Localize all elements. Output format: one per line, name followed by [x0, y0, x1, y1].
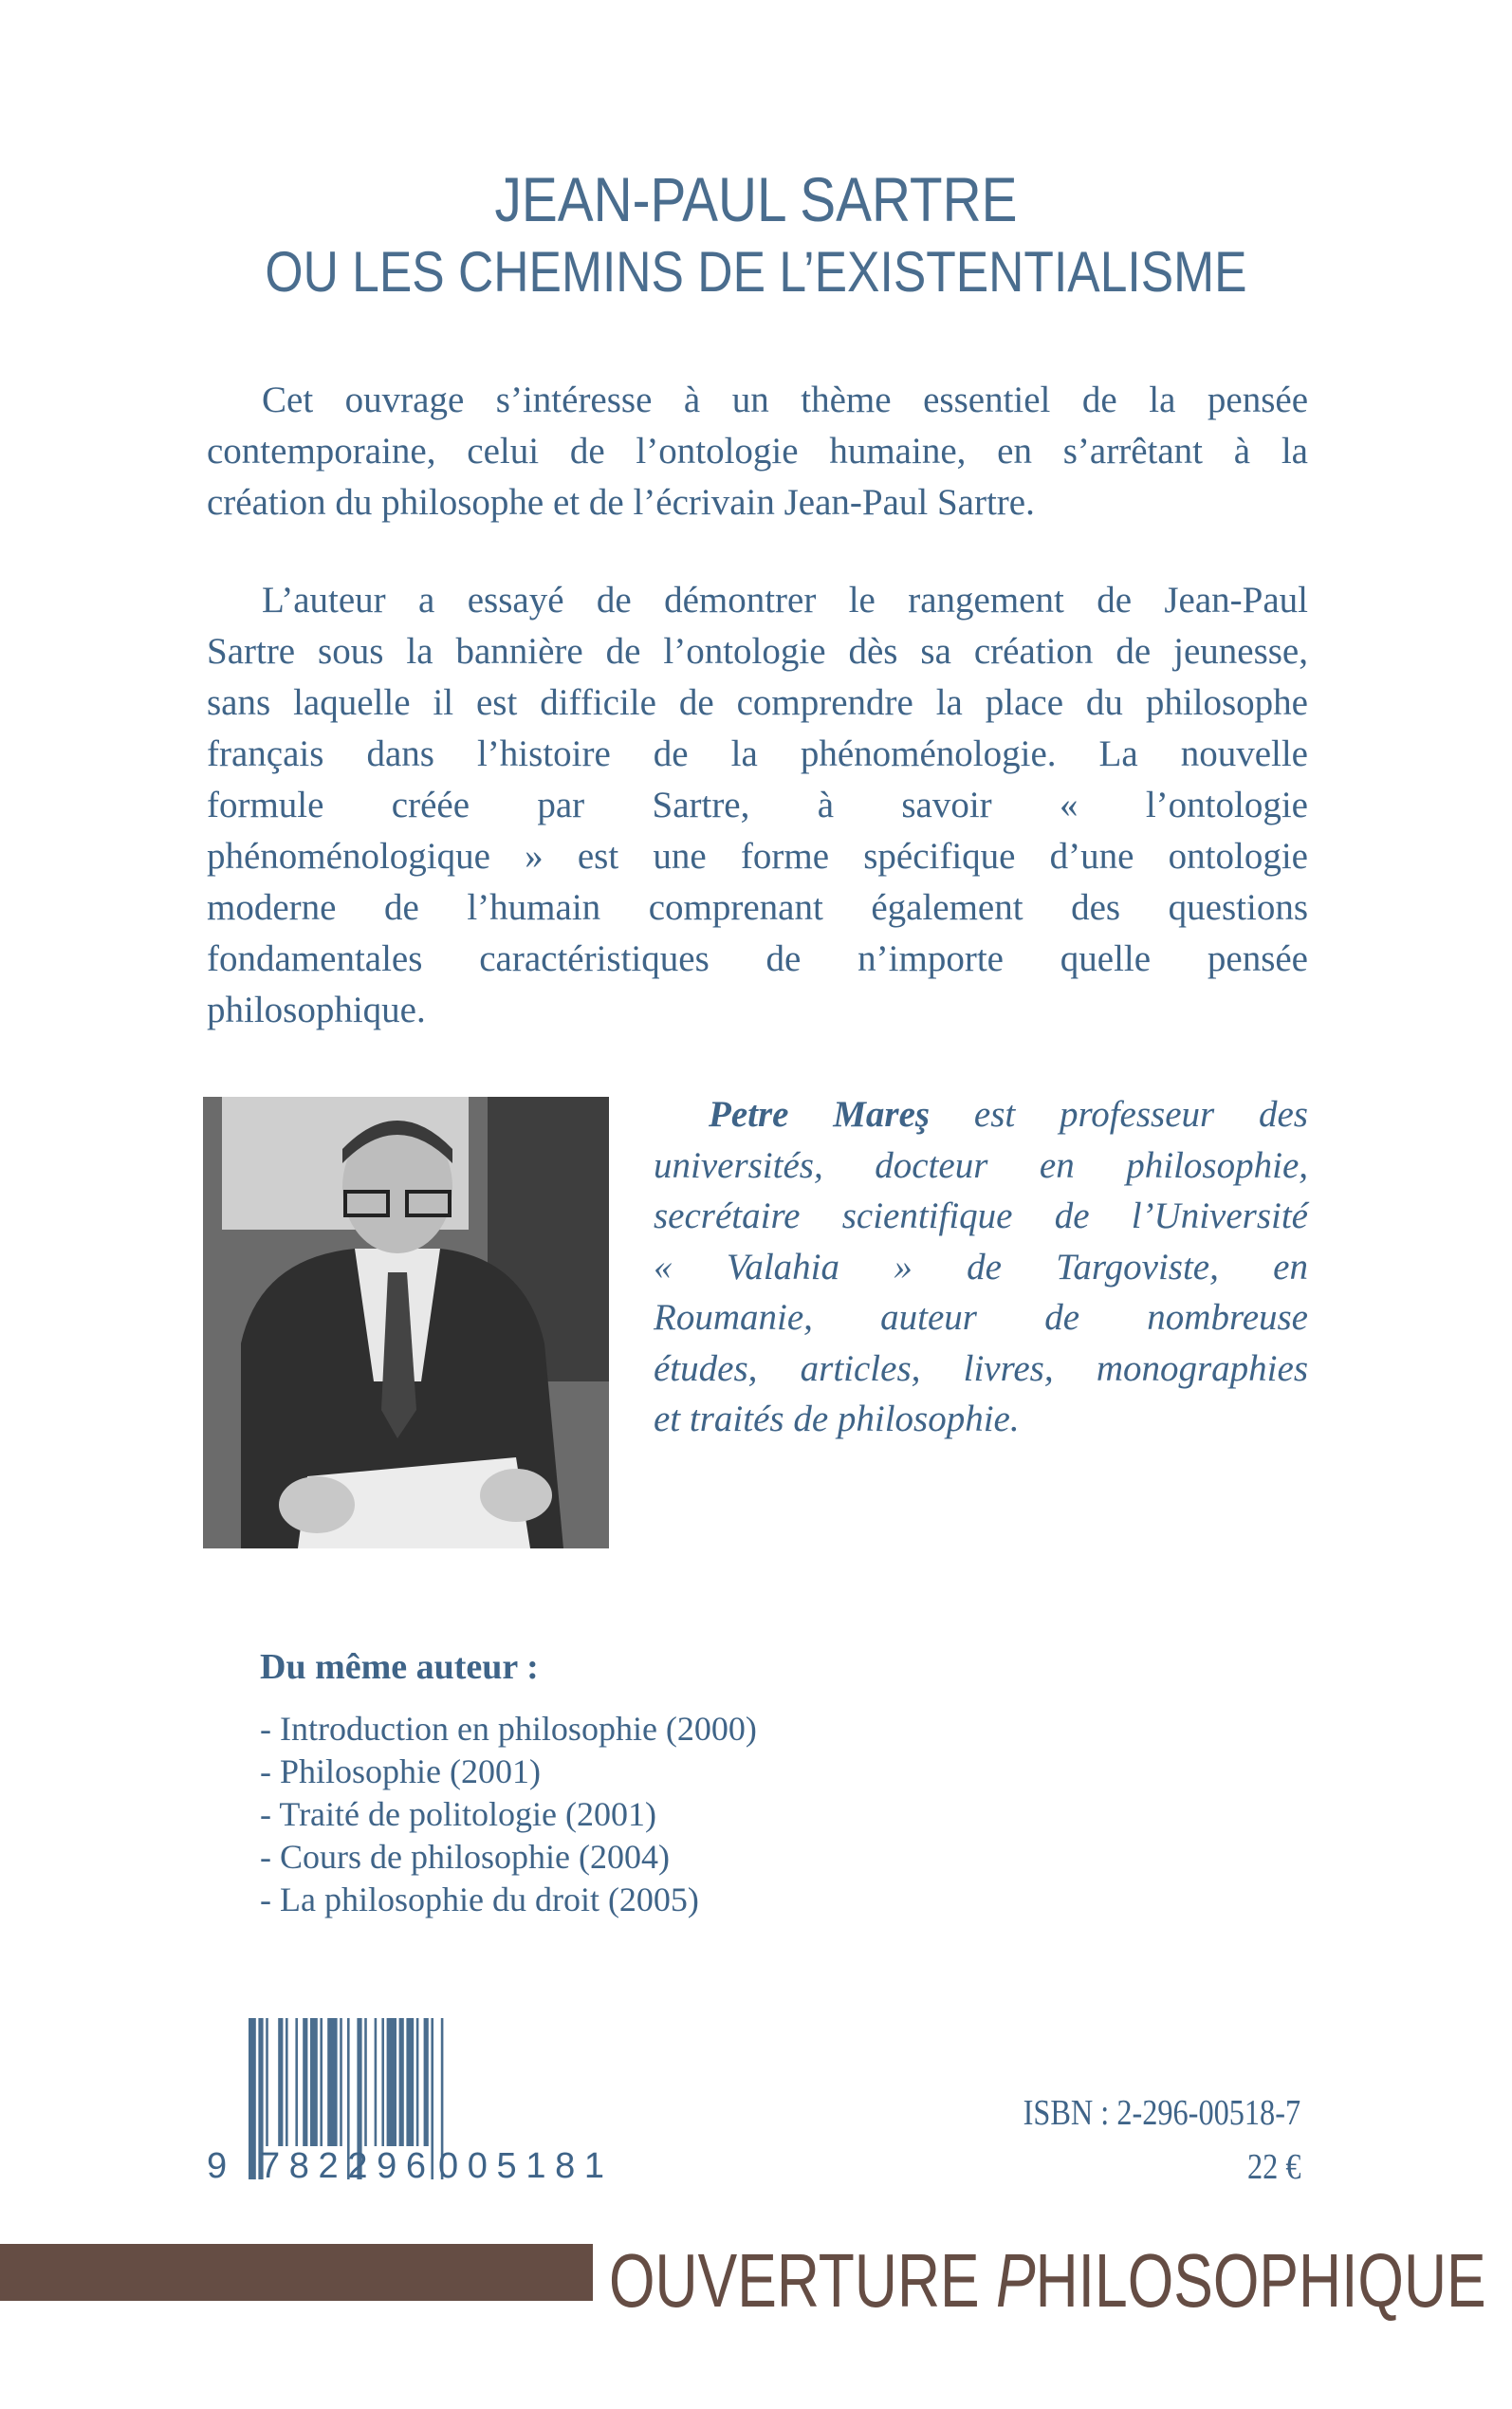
bio-text: universités, docteur en philosophie, [654, 1144, 1308, 1186]
series-name [609, 2237, 1486, 2325]
bio-text: études, articles, livres, monographies [654, 1347, 1308, 1389]
barcode-bar [295, 2018, 298, 2146]
text-line: sans laquelle il est difficile de comprendre la place du philosophe [207, 682, 1308, 723]
text-line: L’auteur a essayé de démontrer le rangement de Jean-Paul [262, 580, 1308, 621]
text-line: moderne de l’humain comprenant également des questions [207, 887, 1308, 928]
series-name-part1: OUVERTURE [609, 2238, 996, 2323]
book-list-item: - Introduction en philosophie (2000) [260, 1710, 757, 1748]
text-line: contemporaine, celui de l’ontologie humaine, en s’arrêtant à la [207, 431, 1308, 472]
bio-line [654, 1089, 1308, 1140]
barcode [207, 2018, 630, 2186]
bio-text: Roumanie, auteur de nombreuse [654, 1297, 1308, 1338]
bio-line [654, 1191, 1308, 1242]
barcode-bar [431, 2018, 433, 2179]
text-line: Sartre sous la bannière de l’ontologie dès sa création de jeunesse, [207, 631, 1308, 672]
series-bar [0, 2244, 593, 2301]
isbn: ISBN : 2-296-00518-7 [1023, 2093, 1300, 2133]
bio-text: est professeur des [930, 1094, 1308, 1135]
book-list [260, 1708, 757, 1921]
barcode-bar [399, 2018, 404, 2146]
text-line: phénoménologique » est une forme spécifique d’une ontologie [207, 836, 1308, 877]
bio-text: et traités de philosophie. [654, 1399, 1020, 1439]
author-name: Petre Mareş [709, 1094, 931, 1135]
bio-line [654, 1292, 1308, 1343]
barcode-bar [340, 2018, 342, 2146]
barcode-bar [327, 2018, 337, 2146]
text-line: formule créée par Sartre, à savoir « l’ontologie [207, 785, 1308, 825]
book-subtitle: OU LES CHEMINS DE L’EXISTENTIALISME [265, 240, 1247, 304]
book-list-item: - Cours de philosophie (2004) [260, 1838, 670, 1876]
bio-line [654, 1394, 1308, 1445]
barcode-bar [387, 2018, 396, 2146]
text-line: français dans l’histoire de la phénoménologie. La nouvelle [207, 733, 1308, 774]
barcode-bar [320, 2018, 323, 2146]
text-line: Cet ouvrage s’intéresse à un thème essentiel de la pensée [262, 380, 1308, 420]
barcode-bar [303, 2018, 307, 2146]
barcode-bar [249, 2018, 256, 2179]
bio-line [654, 1140, 1308, 1192]
text-line: création du philosophe et de l’écrivain Jean-Paul Sartre. [207, 482, 1035, 523]
barcode-bar [364, 2018, 367, 2146]
text-line: philosophique. [207, 990, 426, 1030]
price: 22 € [1246, 2147, 1300, 2187]
book-title: JEAN-PAUL SARTRE [494, 164, 1018, 234]
text-line: fondamentales caractéristiques de n’importe quelle pensée [207, 938, 1308, 979]
book-list-item: - Philosophie (2001) [260, 1752, 541, 1790]
barcode-bar [416, 2018, 419, 2146]
barcode-bar [266, 2018, 268, 2146]
barcode-bar [286, 2018, 288, 2146]
series-name-part3: HILOSOPHIQUE [1035, 2238, 1486, 2323]
summary-paragraph-1 [207, 375, 1308, 528]
author-bio [654, 1089, 1308, 1445]
barcode-bar [310, 2018, 318, 2146]
series-name-italic-p: P [995, 2238, 1036, 2323]
barcode-bar [278, 2018, 283, 2146]
barcode-digits-right: 005181 [438, 2146, 604, 2186]
barcode-digits-left: 782296 [260, 2146, 426, 2186]
bio-line [654, 1242, 1308, 1293]
bio-text: secrétaire scientifique de l’Université [654, 1195, 1308, 1236]
summary-paragraph-2 [207, 575, 1308, 1036]
barcode-bar [406, 2018, 414, 2146]
bio-text: « Valahia » de Targoviste, en [654, 1246, 1308, 1288]
barcode-bar [381, 2018, 384, 2146]
barcode-digit-first: 9 [207, 2146, 228, 2186]
book-list-item: - La philosophie du droit (2005) [260, 1881, 699, 1918]
barcode-bar [375, 2018, 378, 2146]
bio-line [654, 1343, 1308, 1395]
book-list-item: - Traité de politologie (2001) [260, 1795, 656, 1833]
author-photo [203, 1097, 609, 1548]
same-author-heading: Du même auteur : [260, 1647, 539, 1687]
barcode-bar [424, 2018, 429, 2146]
